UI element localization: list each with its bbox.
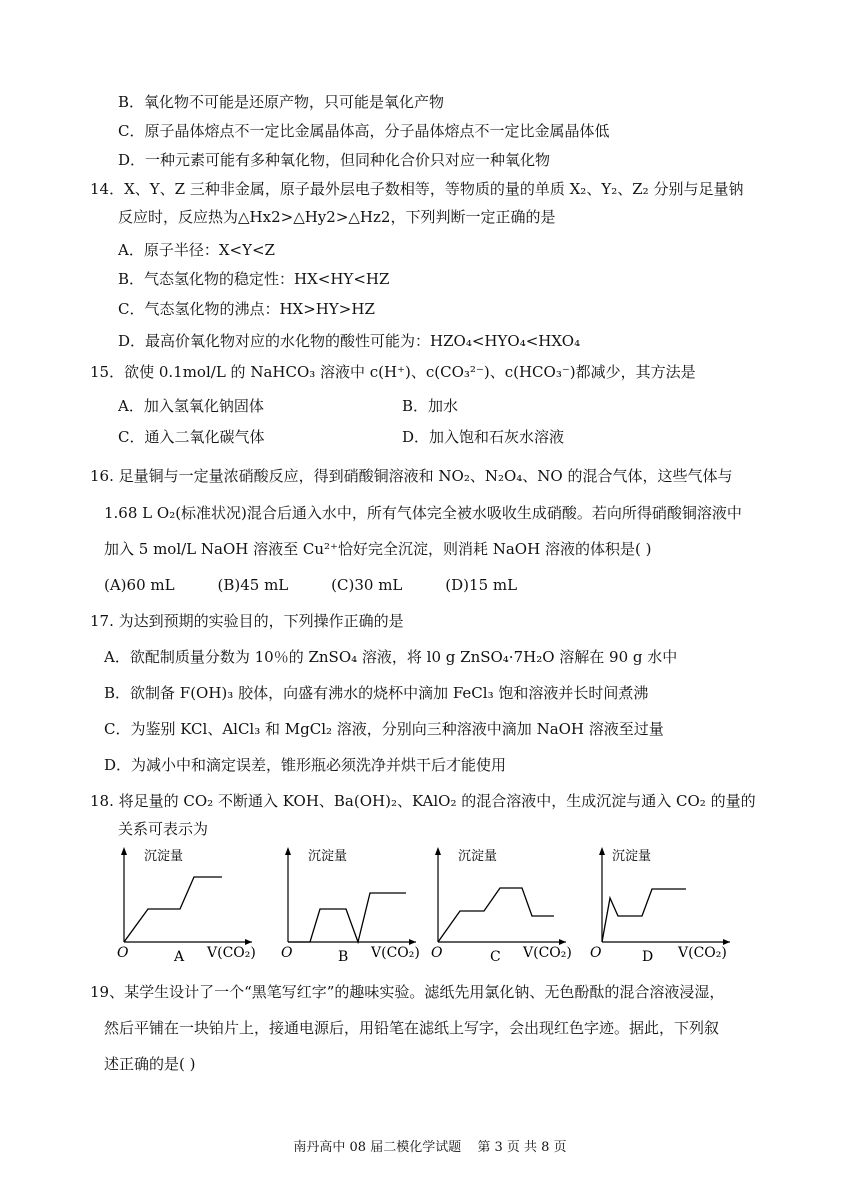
q17-option-c: C．为鉴别 KCl、AlCl₃ 和 MgCl₂ 溶液，分别向三种溶液中滴加 NaOH 溶液至过量 xyxy=(104,720,664,738)
curve-d xyxy=(602,889,686,942)
origin-label: O xyxy=(117,945,129,961)
option-label-c: C xyxy=(490,949,501,965)
footer-title: 南丹高中 08 届二模化学试题 xyxy=(293,1140,462,1155)
origin-label: O xyxy=(590,945,602,961)
y-axis-arrow xyxy=(599,847,605,855)
q15-option-b: B．加水 xyxy=(402,397,459,415)
q18-stem-line1: 18. 将足量的 CO₂ 不断通入 KOH、Ba(OH)₂、KAlO₂ 的混合溶液中，生成沉淀与通入 CO₂ 的量的 xyxy=(90,792,756,810)
x-label: V(CO₂) xyxy=(523,945,572,961)
q15-option-a: A．加入氢氧化钠固体 xyxy=(118,397,264,415)
q14-option-b: B．气态氢化物的稳定性：HX<HY<HZ xyxy=(118,270,390,288)
footer-page-number: 第 3 页 共 8 页 xyxy=(477,1140,567,1155)
q17-stem: 17. 为达到预期的实验目的，下列操作正确的是 xyxy=(90,612,404,630)
q19-line2: 然后平铺在一块铂片上，接通电源后，用铅笔在滤纸上写字，会出现红色字迹。据此，下列叙 xyxy=(104,1019,720,1037)
q16-options: (A)60 mL (B)45 mL (C)30 mL (D)15 mL xyxy=(104,576,518,594)
curve-c xyxy=(438,888,554,942)
option-label-b: B xyxy=(338,949,349,965)
q19-line1: 19、某学生设计了一个“黑笔写红字”的趣味实验。滤纸先用氯化钠、无色酚酞的混合溶液浸湿， xyxy=(90,983,725,1001)
q19-line3: 述正确的是( ) xyxy=(104,1055,196,1073)
q16-line2: 1.68 L O₂(标准状况)混合后通入水中，所有气体完全被水吸收生成硝酸。若向所得硝酸铜溶液中 xyxy=(104,504,742,522)
q17-option-a: A．欲配制质量分数为 10％的 ZnSO₄ 溶液，将 l0 g ZnSO₄·7H₂O 溶解在 90 g 水中 xyxy=(104,648,678,666)
q13-option-b: B．氧化物不可能是还原产物，只可能是氧化产物 xyxy=(118,93,445,111)
x-label: V(CO₂) xyxy=(371,945,420,961)
q14-option-c: C．气态氢化物的沸点：HX>HY>HZ xyxy=(118,300,375,318)
q14-option-a: A．原子半径：X<Y<Z xyxy=(118,241,275,259)
graph-d xyxy=(590,842,740,972)
curve-b xyxy=(288,893,406,942)
y-label: 沉淀量 xyxy=(458,849,498,864)
origin-label: O xyxy=(431,945,443,961)
option-label-a: A xyxy=(174,949,185,965)
q17-option-d: D．为减小中和滴定误差，锥形瓶必须洗净并烘干后才能使用 xyxy=(104,756,507,774)
q13-option-d: D．一种元素可能有多种氧化物，但同种化合价只对应一种氧化物 xyxy=(118,151,551,169)
x-label: V(CO₂) xyxy=(678,945,727,961)
q14-stem-line2: 反应时，反应热为△Hx2>△Hy2>△Hz2，下列判断一定正确的是 xyxy=(118,208,556,226)
q15-stem: 15．欲使 0.1mol/L 的 NaHCO₃ 溶液中 c(H⁺)、c(CO₃²⁻)、c(HCO₃⁻)都减少，其方法是 xyxy=(90,363,696,381)
origin-label: O xyxy=(281,945,293,961)
q16-line1: 16. 足量铜与一定量浓硝酸反应，得到硝酸铜溶液和 NO₂、N₂O₄、NO 的混合气体，这些气体与 xyxy=(90,467,733,485)
option-label-d: D xyxy=(642,949,654,965)
q14-stem-line1: 14．X、Y、Z 三种非金属，原子最外层电子数相等，等物质的量的单质 X₂、Y₂、Z₂ 分别与足量钠 xyxy=(90,180,744,198)
q15-option-d: D．加入饱和石灰水溶液 xyxy=(402,428,565,446)
y-axis-arrow xyxy=(121,847,127,855)
y-axis-arrow xyxy=(435,847,441,855)
y-label: 沉淀量 xyxy=(144,849,184,864)
q15-option-c: C．通入二氧化碳气体 xyxy=(118,428,265,446)
curve-a xyxy=(124,877,222,942)
page-footer xyxy=(0,1136,860,1155)
graph-b xyxy=(276,842,426,972)
y-label: 沉淀量 xyxy=(612,849,652,864)
q17-option-b: B．欲制备 F(OH)₃ 胶体，向盛有沸水的烧杯中滴加 FeCl₃ 饱和溶液并长时间煮沸 xyxy=(104,684,649,702)
q16-line3: 加入 5 mol/L NaOH 溶液至 Cu²⁺恰好完全沉淀，则消耗 NaOH 溶液的体积是( ) xyxy=(104,540,652,558)
q14-option-d: D．最高价氧化物对应的水化物的酸性可能为：HZO₄<HYO₄<HXO₄ xyxy=(118,332,581,350)
y-axis-arrow xyxy=(285,847,291,855)
y-label: 沉淀量 xyxy=(308,849,348,864)
graph-a xyxy=(112,842,262,972)
graph-c xyxy=(426,842,576,972)
x-label: V(CO₂) xyxy=(207,945,256,961)
q18-stem-line2: 关系可表示为 xyxy=(118,820,209,838)
q13-option-c: C．原子晶体熔点不一定比金属晶体高，分子晶体熔点不一定比金属晶体低 xyxy=(118,122,610,140)
